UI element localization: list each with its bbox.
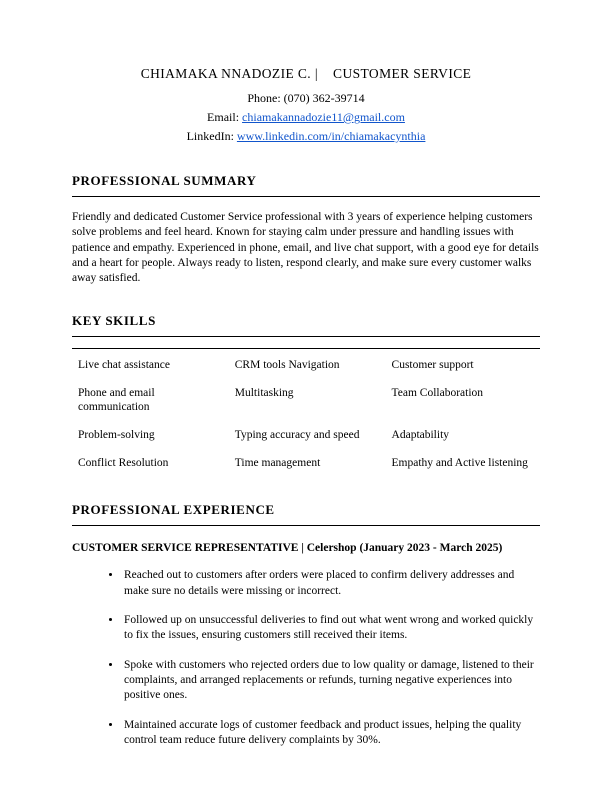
skill-cell: Problem-solving — [78, 429, 155, 442]
summary-section — [72, 173, 540, 286]
email-line — [72, 108, 540, 127]
skill-cell: Customer support — [391, 359, 474, 372]
email-link[interactable]: chiamakannadozie11@gmail.com — [242, 110, 405, 124]
skill-cell: Typing accuracy and speed — [234, 429, 360, 442]
name-title: CHIAMAKA NNADOZIE C. | CUSTOMER SERVICE — [140, 66, 472, 81]
skills-row — [72, 377, 540, 419]
bullet-item: • Spoke with customers who rejected orders due to low quality or damage, listened to their complaints, and arranged replacements or refunds, turning negative experiences into positive ones. — [122, 658, 540, 704]
summary-heading: PROFESSIONAL SUMMARY — [72, 173, 540, 197]
skills-heading: KEY SKILLS — [72, 313, 540, 337]
skills-row — [72, 349, 540, 378]
summary-text: Friendly and dedicated Customer Service professional with 3 years of experience helping customers solve problems and feel heard. Known for staying calm under pressure and handling issues with patience and empathy. Experienced in phone, email, and live chat support, with a good eye for details and a heart for people. Always ready to listen, respond clearly, and make sure every customer walks away satisfied. — [72, 211, 539, 285]
skill-cell: Multitasking — [234, 387, 294, 400]
skills-row — [72, 447, 540, 475]
skill-cell: Empathy and Active listening — [391, 457, 528, 470]
linkedin-label: LinkedIn: — [186, 129, 237, 143]
job-title: CUSTOMER SERVICE REPRESENTATIVE | Celershop (January 2023 - March 2025) — [72, 542, 503, 555]
linkedin-link[interactable]: www.linkedin.com/in/chiamakacynthia — [236, 129, 426, 143]
bullet-item: • Followed up on unsuccessful deliveries to find out what went wrong and worked quickly to fix the issues, ensuring customers still received their items. — [122, 613, 540, 644]
bullet-item: • Reached out to customers after orders were placed to confirm delivery addresses and make sure no details were missing or incorrect. — [122, 568, 540, 599]
skills-table — [72, 348, 540, 475]
skill-cell: Live chat assistance — [78, 359, 170, 372]
skill-cell: Adaptability — [391, 429, 450, 442]
skills-section — [72, 313, 540, 475]
experience-section — [72, 502, 540, 748]
bullet-item: • Maintained accurate logs of customer feedback and product issues, helping the quality control team reduce future delivery complaints by 30%. — [122, 718, 540, 749]
experience-heading: PROFESSIONAL EXPERIENCE — [72, 502, 540, 526]
skill-cell: Phone and email communication — [78, 387, 155, 414]
phone-line: Phone: (070) 362-39714 — [247, 91, 365, 105]
skill-cell: Time management — [234, 457, 321, 470]
skills-row — [72, 419, 540, 447]
skill-cell: Conflict Resolution — [78, 457, 169, 470]
email-label: Email: — [207, 110, 243, 124]
experience-bullets — [72, 568, 540, 748]
skill-cell: Team Collaboration — [391, 387, 484, 400]
linkedin-line — [72, 127, 540, 146]
skill-cell: CRM tools Navigation — [234, 359, 340, 372]
resume-header — [72, 66, 540, 146]
